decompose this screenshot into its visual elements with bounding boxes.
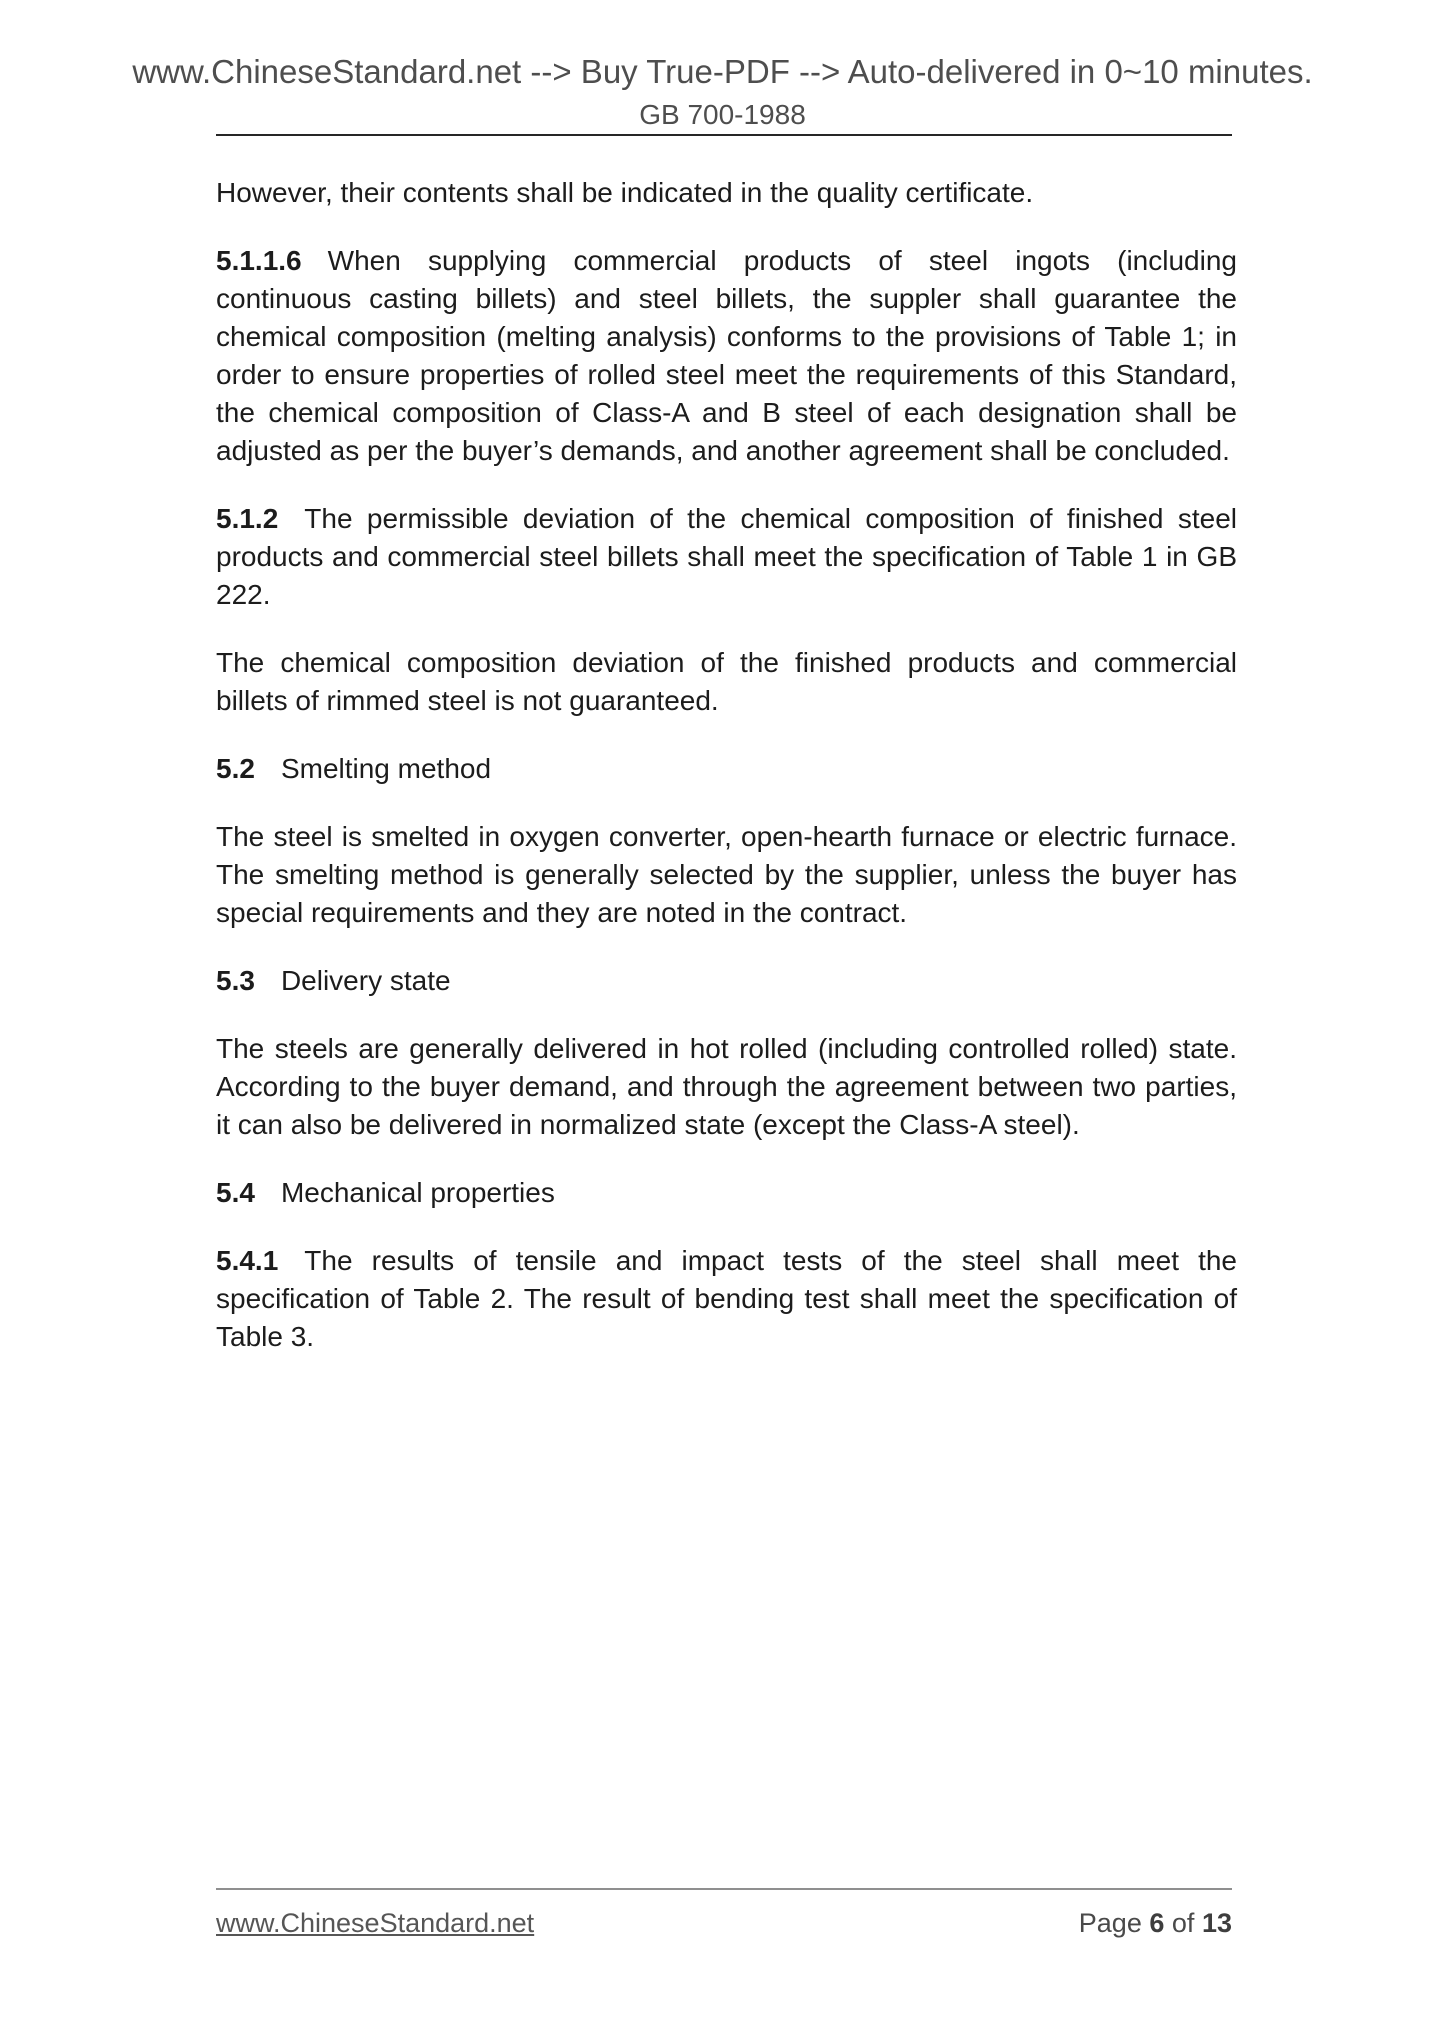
section-title: Delivery state <box>280 965 451 996</box>
section-number: 5.1.1.6 <box>216 245 302 276</box>
section-heading <box>216 962 1237 1000</box>
section-number: 5.2 <box>216 753 255 784</box>
page-indicator <box>216 1906 1232 1940</box>
document-body <box>216 174 1237 1386</box>
paragraph-text: However, their contents shall be indicated in the quality certificate. <box>216 177 1034 208</box>
header-banner: www.ChineseStandard.net --> Buy True-PDF --> Auto-delivered in 0~10 minutes. <box>132 53 1313 90</box>
section-title: Mechanical properties <box>280 1177 555 1208</box>
paragraph-text: The results of tensile and impact tests of the steel shall meet the specification of Table 2. The result of bending test shall meet the specification of Table 3. <box>216 1245 1237 1352</box>
paragraph <box>216 818 1237 932</box>
page-total: 13 <box>1201 1908 1232 1938</box>
page-of-label: of <box>1171 1908 1195 1938</box>
paragraph <box>216 1030 1237 1144</box>
paragraph <box>216 644 1237 720</box>
header-divider <box>216 134 1232 136</box>
paragraph-text: The steel is smelted in oxygen converter, open-hearth furnace or electric furnace. The smelting method is generally selected by the supplier, unless the buyer has special requirements and they are noted in the contract. <box>216 821 1237 928</box>
section-heading <box>216 1174 1237 1212</box>
page-label: Page <box>1078 1908 1142 1938</box>
section-number: 5.1.2 <box>216 503 279 534</box>
footer-site-link[interactable]: www.ChineseStandard.net <box>216 1908 535 1938</box>
paragraph <box>216 500 1237 614</box>
footer-divider <box>216 1888 1232 1890</box>
paragraph-text: When supplying commercial products of steel ingots (including continuous casting billets) and steel billets, the suppler shall guarantee the chemical composition (melting analysis) conforms to the provisions of Table 1; in order to ensure properties of rolled steel meet the requirements of this Standard, the chemical composition of Class-A and B steel of each designation shall be adjusted as per the buyer’s demands, and another agreement shall be concluded. <box>216 245 1237 466</box>
paragraph <box>216 1242 1237 1356</box>
paragraph-text: The steels are generally delivered in hot rolled (including controlled rolled) state. According to the buyer demand, and through the agreement between two parties, it can also be delivered in normalized state (except the Class-A steel). <box>216 1033 1237 1140</box>
section-title: Smelting method <box>280 753 492 784</box>
document-number: GB 700-1988 <box>639 99 806 130</box>
paragraph-text: The chemical composition deviation of the finished products and commercial billets of rimmed steel is not guaranteed. <box>216 647 1237 716</box>
paragraph <box>216 174 1237 212</box>
section-number: 5.4 <box>216 1177 255 1208</box>
page-current: 6 <box>1149 1908 1165 1938</box>
section-number: 5.4.1 <box>216 1245 279 1276</box>
paragraph <box>216 242 1237 470</box>
paragraph-text: The permissible deviation of the chemical composition of finished steel products and commercial steel billets shall meet the specification of Table 1 in GB 222. <box>216 503 1237 610</box>
section-number: 5.3 <box>216 965 255 996</box>
section-heading <box>216 750 1237 788</box>
